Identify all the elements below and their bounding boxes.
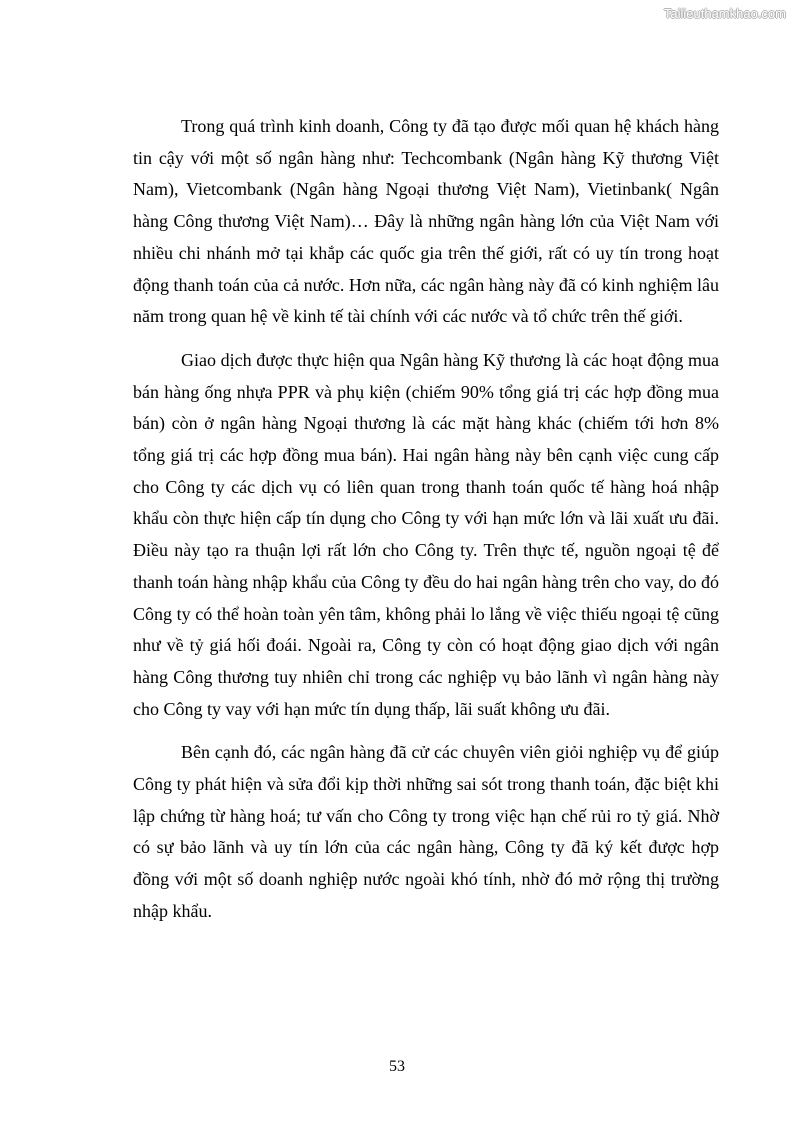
document-body xyxy=(133,111,719,940)
watermark-text: Tailieuthamkhao.com xyxy=(663,6,786,21)
paragraph-bank-support: Bên cạnh đó, các ngân hàng đã cử các chuyên viên giỏi nghiệp vụ để giúp Công ty phát hiện và sửa đổi kịp thời những sai sót trong thanh toán, đặc biệt khi lập chứng từ hàng hoá; tư vấn cho Công ty trong việc hạn chế rủi ro tỷ giá. Nhờ có sự bảo lãnh và uy tín lớn của các ngân hàng, Công ty đã ký kết được hợp đồng với một số doanh nghiệp nước ngoài khó tính, nhờ đó mở rộng thị trường nhập khẩu. xyxy=(133,742,719,921)
paragraph-bank-relations: Trong quá trình kinh doanh, Công ty đã tạo được mối quan hệ khách hàng tin cậy với một số ngân hàng như: Techcombank (Ngân hàng Kỹ thương Việt Nam), Vietcombank (Ngân hàng Ngoại thương Việt Nam), Vietinbank( Ngân hàng Công thương Việt Nam)… Đây là những ngân hàng lớn của Việt Nam với nhiều chi nhánh mở tại khắp các quốc gia trên thế giới, rất có uy tín trong hoạt động thanh toán của cả nước. Hơn nữa, các ngân hàng này đã có kinh nghiệm lâu năm trong quan hệ về kinh tế tài chính với các nước và tổ chức trên thế giới. xyxy=(133,116,719,327)
page-number: 53 xyxy=(389,1058,405,1075)
paragraph-transactions: Giao dịch được thực hiện qua Ngân hàng Kỹ thương là các hoạt động mua bán hàng ống nhựa PPR và phụ kiện (chiếm 90% tổng giá trị các hợp đồng mua bán) còn ở ngân hàng Ngoại thương là các mặt hàng khác (chiếm tới hơn 8% tổng giá trị các hợp đồng mua bán). Hai ngân hàng này bên cạnh việc cung cấp cho Công ty các dịch vụ có liên quan trong thanh toán quốc tế hàng hoá nhập khẩu còn thực hiện cấp tín dụng cho Công ty với hạn mức lớn và lãi xuất ưu đãi. Điều này tạo ra thuận lợi rất lớn cho Công ty. Trên thực tế, nguồn ngoại tệ để thanh toán hàng nhập khẩu của Công ty đều do hai ngân hàng trên cho vay, do đó Công ty có thể hoàn toàn yên tâm, không phải lo lắng về việc thiếu ngoại tệ cũng như về tỷ giá hối đoái. Ngoài ra, Công ty còn có hoạt động giao dịch với ngân hàng Công thương tuy nhiên chỉ trong các nghiệp vụ bảo lãnh vì ngân hàng này cho Công ty vay với hạn mức tín dụng thấp, lãi suất không ưu đãi. xyxy=(133,349,719,719)
